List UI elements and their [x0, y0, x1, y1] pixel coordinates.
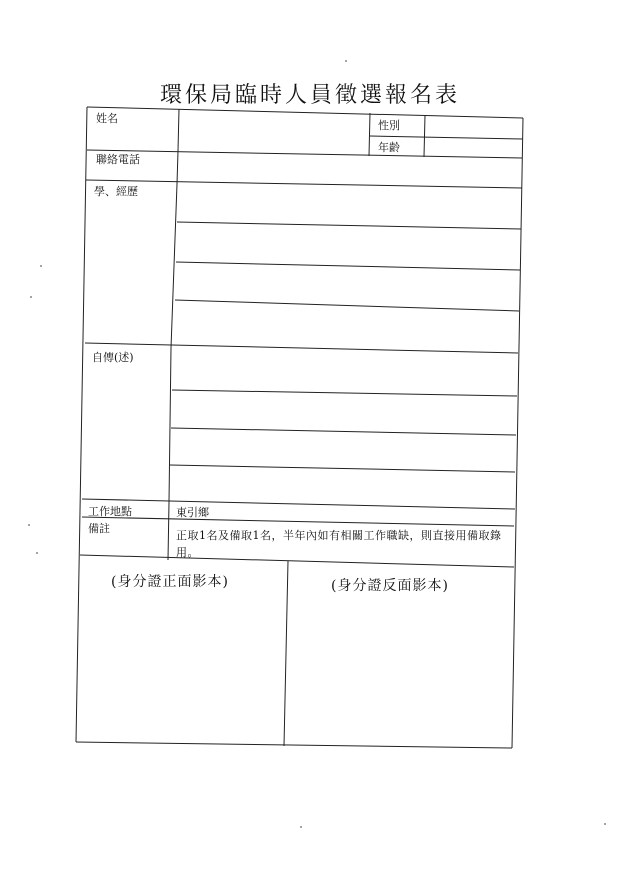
label-phone: 聯絡電話 — [96, 153, 140, 166]
label-remarks: 備註 — [88, 522, 110, 535]
form-title: 環保局臨時人員徵選報名表 — [159, 83, 460, 108]
label-gender: 性別 — [378, 119, 400, 132]
scan-speck — [345, 60, 347, 62]
scan-speck — [40, 265, 42, 267]
scan-speck — [28, 524, 30, 526]
label-age: 年齡 — [378, 141, 400, 154]
label-education: 學、經歷 — [94, 185, 138, 198]
remarks-text: 正取1名及備取1名，半年內如有相關工作職缺，則直接用備取錄用。 — [176, 529, 502, 559]
scan-speck — [36, 552, 38, 554]
scan-speck — [604, 823, 606, 825]
scan-speck — [300, 826, 302, 828]
id-back-caption: (身分證反面影本) — [331, 578, 449, 594]
label-name: 姓名 — [96, 112, 118, 125]
label-autobiography: 自傳(述) — [92, 351, 134, 364]
scan-speck — [30, 296, 32, 298]
id-front-caption: (身分證正面影本) — [111, 574, 229, 590]
label-work-location: 工作地點 — [88, 505, 132, 518]
value-work-location: 東引鄉 — [176, 506, 209, 519]
